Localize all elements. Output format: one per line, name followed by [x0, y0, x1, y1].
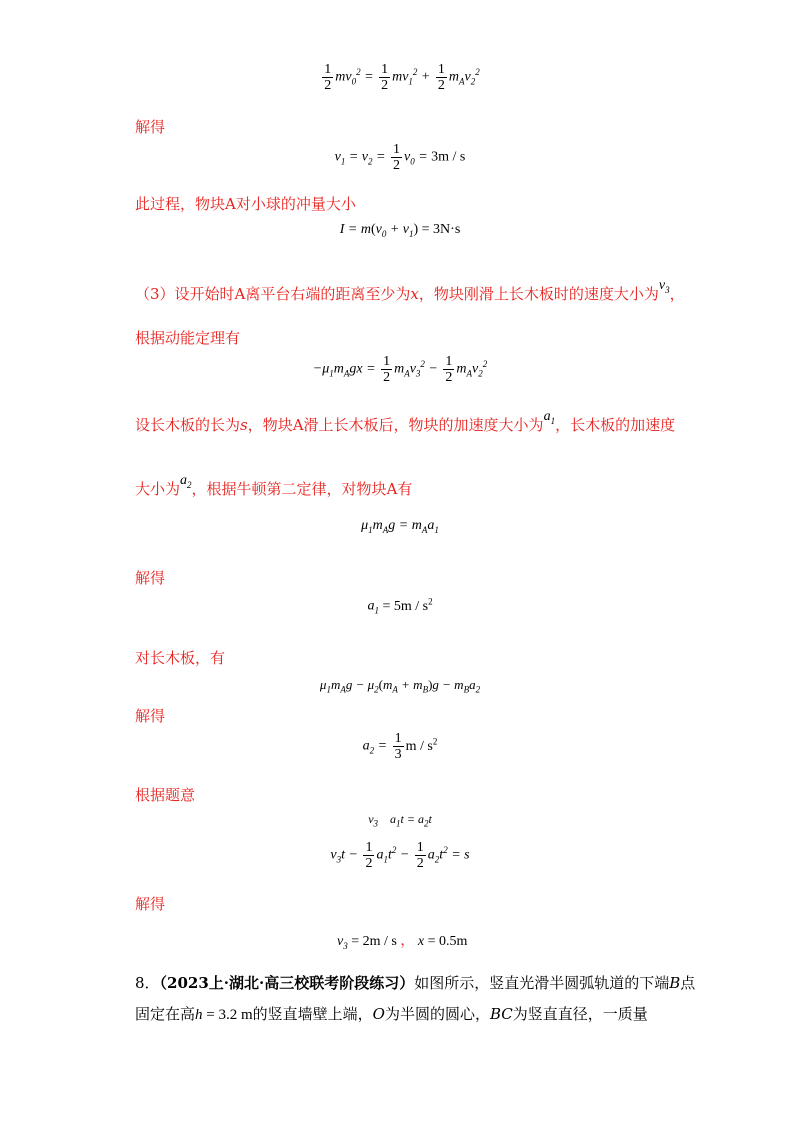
board-text-a: 设长木板的长为	[135, 416, 241, 434]
part3-text-a: （3）设开始时A离平台右端的距离至少为	[135, 285, 411, 303]
for-board-label: 对长木板，有	[135, 649, 226, 667]
equation-velocity-match: $v_3$ $a_1t = a_2t$	[368, 812, 432, 829]
equation-final: $v_3 = 2m / s$ ， x = 0.5m	[337, 934, 468, 951]
symbol-s: s	[240, 416, 248, 434]
symbol-BC: BC	[490, 1005, 513, 1023]
question-text-2c: 为半圆的圆心，	[384, 1005, 490, 1023]
label-solve-2: 解得	[135, 569, 166, 587]
symbol-O: O	[372, 1005, 385, 1023]
symbol-a1: $a_1$	[543, 409, 556, 426]
part3-text-c: ，	[669, 285, 685, 303]
size-text-a: 大小为	[135, 480, 181, 498]
question-text-1: 如图所示，竖直光滑半圆弧轨道的下端	[414, 974, 670, 992]
part3-intro	[135, 278, 800, 305]
symbol-h: h = 3.2 m	[195, 1007, 253, 1023]
symbol-a2: $a_2$	[180, 473, 192, 490]
theorem-label: 根据动能定理有	[135, 329, 241, 347]
impulse-text: 此过程，物块A对小球的冲量大小	[135, 195, 356, 213]
board-length-text	[135, 409, 800, 436]
board-accel-text	[135, 473, 800, 500]
question-8-line-1	[135, 972, 800, 993]
question-text-2d: 为竖直直径，一质量	[512, 1005, 648, 1023]
symbol-B: B	[669, 974, 681, 992]
equation-energy-conservation: $\frac{1}{2}$ $mv_0^2$ = $\frac{1}{2}$ $mv_1^2$ + $\frac{1}{2}$ $m_Av_2^2$	[324, 62, 480, 93]
symbol-x: x	[410, 285, 419, 303]
board-text-c: ，长木板的加速度	[555, 416, 676, 434]
size-text-b: ，根据牛顿第二定律，对物块A有	[191, 480, 413, 498]
equation-a2: $a_2$ = $\frac{1}{3}$ m / $s^2$	[362, 731, 438, 762]
equation-board: $\mu_1m_Ag - \mu_2(m_A + m_B)g - m_Ba_2$	[319, 677, 481, 695]
board-text-b: ，物块A滑上长木板后，物块的加速度大小为	[247, 416, 544, 434]
equation-work-energy: $-\mu_1m_Agx$ = $\frac{1}{2}$ $m_Av_3^2$ − $\frac{1}{2}$ $m_Av_2^2$	[312, 354, 488, 385]
question-text-2b: 的竖直墙壁上端，	[252, 1005, 373, 1023]
label-solve-4: 解得	[135, 895, 166, 913]
equation-a1: $a_1 = 5m / s^2$	[367, 596, 433, 616]
label-solve-3: 解得	[135, 707, 166, 725]
equation-impulse: $I = m(v_0 + v_1) = 3N\cdot s$	[339, 222, 461, 239]
question-source: （2023上·湖北·高三校联考阶段练习）	[159, 974, 415, 992]
label-solve-1: 解得	[135, 118, 166, 136]
question-8-line-2	[135, 1003, 800, 1024]
question-text-2a: 固定在高	[135, 1005, 196, 1023]
equation-velocities: $v_1 = v_2$ = $\frac{1}{2}$ $v_0 = 3m / s$	[334, 142, 466, 173]
by-question-label: 根据题意	[135, 786, 196, 804]
question-number: 8．	[135, 974, 160, 992]
equation-displacement: $v_3t$ − $\frac{1}{2}$ $a_1t^2$ − $\frac{1}{2}$ $a_2t^2 = s$	[330, 840, 470, 871]
equation-newton-block: $\mu_1m_Ag = m_Aa_1$	[361, 518, 439, 535]
symbol-v3: $v_3$	[658, 278, 670, 295]
part3-text-b: ，物块刚滑上长木板时的速度大小为	[418, 285, 659, 303]
question-text-1b: 点	[680, 974, 696, 992]
